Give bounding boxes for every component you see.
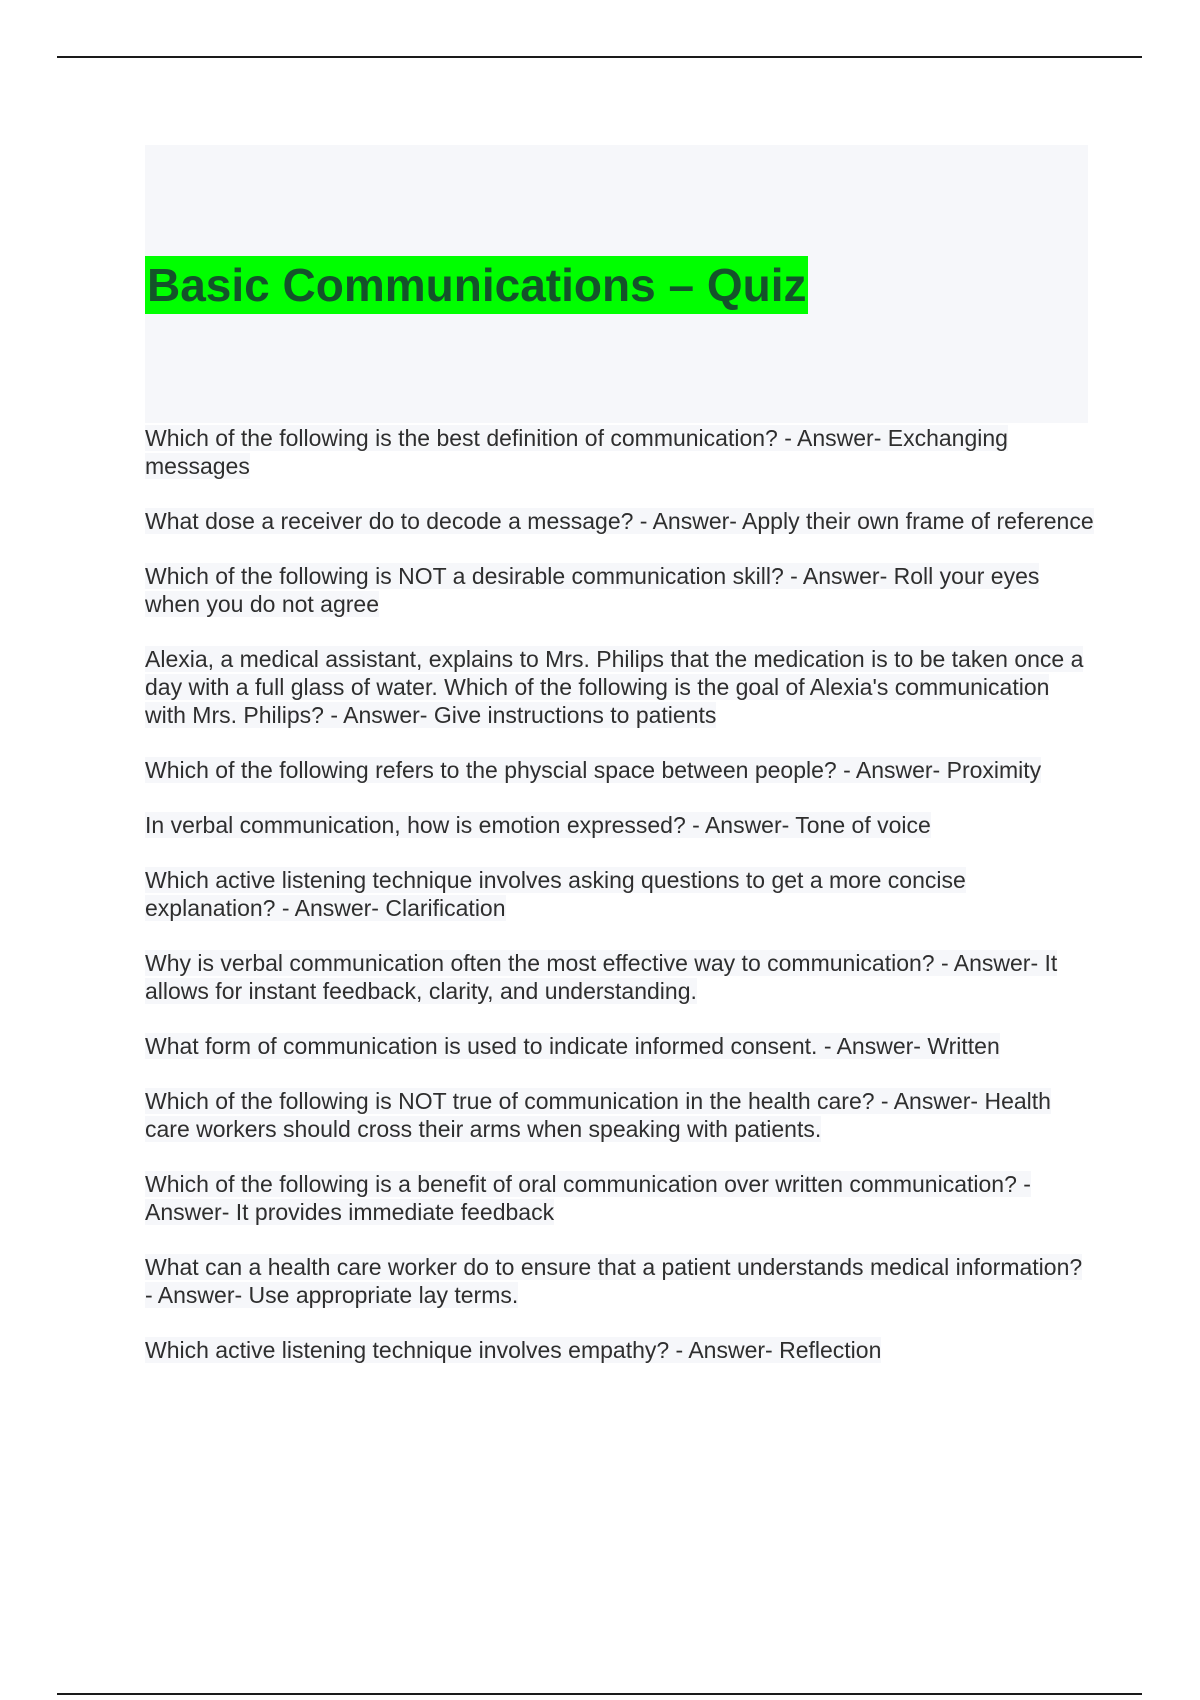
- page-title: Basic Communications – Quiz: [145, 256, 808, 314]
- question-answer-list: [145, 424, 1095, 1391]
- qa-item: [145, 949, 1095, 1005]
- qa-text: Which of the following is NOT a desirable communication skill? - Answer- Roll your eyes when you do not agree: [145, 563, 1040, 617]
- qa-item: [145, 756, 1095, 784]
- qa-item: [145, 562, 1095, 618]
- qa-text: Which active listening technique involves asking questions to get a more concise explanation? - Answer- Clarification: [145, 867, 966, 921]
- qa-item: [145, 811, 1095, 839]
- qa-text: What dose a receiver do to decode a message? - Answer- Apply their own frame of reference: [145, 508, 1094, 534]
- qa-text: Which active listening technique involves empathy? - Answer- Reflection: [145, 1337, 882, 1363]
- qa-text: Which of the following is NOT true of communication in the health care? - Answer- Health care workers should cross their arms when speaking with patients.: [145, 1088, 1051, 1142]
- qa-text: In verbal communication, how is emotion expressed? - Answer- Tone of voice: [145, 812, 931, 838]
- qa-text: Which of the following is the best definition of communication? - Answer- Exchanging messages: [145, 425, 1008, 479]
- qa-item: [145, 1170, 1095, 1226]
- qa-item: [145, 645, 1095, 729]
- qa-text: Which of the following is a benefit of oral communication over written communication? - Answer- It provides immediate feedback: [145, 1171, 1031, 1225]
- qa-item: [145, 866, 1095, 922]
- qa-text: Why is verbal communication often the most effective way to communication? - Answer- It allows for instant feedback, clarity, and understanding.: [145, 950, 1058, 1004]
- qa-item: [145, 1087, 1095, 1143]
- qa-item: [145, 1336, 1095, 1364]
- qa-text: What can a health care worker do to ensure that a patient understands medical information? - Answer- Use appropriate lay terms.: [145, 1254, 1083, 1308]
- qa-text: What form of communication is used to indicate informed consent. - Answer- Written: [145, 1033, 1000, 1059]
- qa-item: [145, 1032, 1095, 1060]
- qa-item: [145, 1253, 1095, 1309]
- qa-item: [145, 424, 1095, 480]
- qa-item: [145, 507, 1095, 535]
- qa-text: Which of the following refers to the physcial space between people? - Answer- Proximity: [145, 757, 1042, 783]
- page-bottom-rule: [57, 1693, 1142, 1695]
- page-top-rule: [57, 56, 1142, 58]
- qa-text: Alexia, a medical assistant, explains to Mrs. Philips that the medication is to be taken once a day with a full glass of water. Which of the following is the goal of Alexia's communication with Mrs. Philips? - Answer- Give instructions to patients: [145, 646, 1084, 728]
